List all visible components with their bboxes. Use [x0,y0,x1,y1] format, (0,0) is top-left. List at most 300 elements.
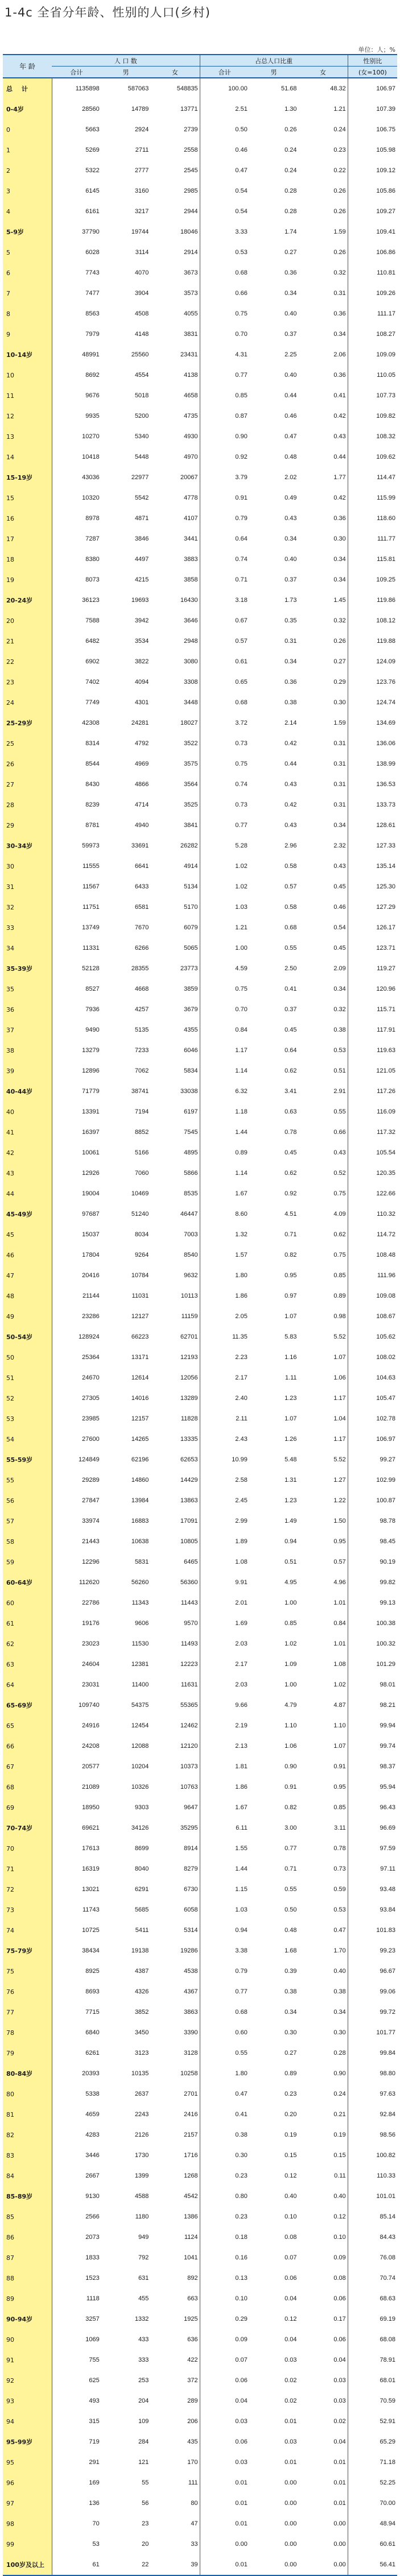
cell-share-male: 0.40 [284,310,297,317]
cell-share-male: 1.73 [284,597,297,604]
cell-pop-male: 4866 [134,781,149,788]
cell-age: 8 [3,304,52,324]
cell-share-male: 51.68 [281,85,297,92]
cell-pop-male: 121 [138,2459,149,2466]
cell-pop-male: 4714 [134,801,149,808]
cell-share-male: 0.43 [284,515,297,522]
cell-sex-ratio: 114.47 [348,467,397,488]
cell-share-male: 0.34 [284,658,297,665]
cell-pop-female: 3673 [184,269,198,276]
cell-pop-total: 52128 [82,965,100,972]
cell-pop-female: 10258 [180,2070,198,2077]
cell-share-female: 0.52 [333,1170,346,1177]
cell-share-total: 0.75 [200,979,249,999]
cell-age: 22 [3,651,52,672]
cell-pop-total: 8314 [85,740,100,747]
cell-pop-total: 4659 [85,2111,100,2118]
cell-sex-ratio: 52.91 [348,2411,397,2432]
cell-share-total: 1.86 [200,1286,249,1306]
cell-share-male: 0.00 [249,2554,299,2575]
cell-pop-female: 3080 [184,658,198,665]
cell-pop-total: 7743 [85,269,100,276]
cell-age: 63 [3,1654,52,1675]
table-row [3,1593,397,1613]
cell-pop-total: 8544 [85,761,100,767]
cell-pop-male: 22977 [131,474,149,481]
cell-pop-female: 1386 [184,2213,198,2220]
cell-pop-total: 24916 [82,1722,100,1729]
cell-share-total: 0.85 [200,385,249,406]
cell-pop-total: 109740 [79,1702,100,1709]
cell-age: 92 [3,2370,52,2391]
cell-pop-female: 5170 [184,904,198,911]
cell-share-male: 1.07 [284,1415,297,1422]
cell-pop-total: 13749 [82,924,100,931]
cell-share-female: 1.10 [333,1722,346,1729]
cell-share-female: 0.54 [333,924,346,931]
table-row [3,651,397,672]
cell-share-male: 0.00 [284,2520,297,2527]
cell-age: 46 [3,1245,52,1265]
cell-share-female: 0.24 [333,126,346,133]
cell-pop-total: 625 [89,2377,100,2384]
cell-pop-total: 128924 [79,1333,100,1340]
cell-sex-ratio: 109.08 [348,1286,397,1306]
cell-pop-male: 7670 [134,924,149,931]
cell-sex-ratio: 107.73 [348,385,397,406]
cell-sex-ratio: 65.29 [348,2432,397,2452]
cell-pop-female: 19286 [180,1947,198,1954]
cell-pop-male: 3904 [134,290,149,297]
cell-pop-male: 1730 [134,2152,149,2159]
cell-pop-total: 12926 [82,1170,100,1177]
cell-pop-female: 13771 [180,106,198,113]
table-row [3,2247,397,2268]
cell-share-total: 0.38 [200,2125,249,2145]
cell-sex-ratio: 128.61 [348,815,397,836]
cell-sex-ratio: 119.88 [348,631,397,651]
cell-share-female: 1.01 [333,1599,346,1606]
cell-pop-male: 3160 [134,188,149,194]
cell-share-total: 1.86 [200,1777,249,1797]
table-row [3,958,397,979]
cell-pop-male: 10204 [131,1763,149,1770]
cell-pop-total: 11567 [82,883,100,890]
cell-share-total: 2.51 [200,99,249,119]
cell-share-female: 0.46 [333,904,346,911]
cell-age: 10-14岁 [3,344,52,365]
cell-share-total: 2.17 [200,1368,249,1388]
header-row-groups [3,55,397,67]
table-row [3,774,397,795]
table-row [3,2166,397,2186]
cell-pop-female: 18046 [180,228,198,235]
table-row [3,1756,397,1777]
cell-share-female: 0.53 [333,1047,346,1054]
cell-pop-total: 5338 [85,2091,100,2097]
cell-pop-male: 4940 [134,822,149,829]
cell-pop-total: 493 [89,2398,100,2404]
cell-share-total: 2.01 [200,1593,249,1613]
cell-share-female: 0.66 [333,1129,346,1136]
cell-pop-total: 7477 [85,290,100,297]
cell-pop-total: 21089 [82,1784,100,1790]
cell-pop-female: 11828 [180,1415,198,1422]
cell-sex-ratio: 98.78 [348,1511,397,1531]
cell-share-total: 6.32 [200,1081,249,1102]
cell-age: 95-99岁 [3,2432,52,2452]
cell-pop-female: 62701 [180,1333,198,1340]
cell-share-male: 0.89 [284,2070,297,2077]
cell-age: 95 [3,2452,52,2473]
table-row [3,78,397,99]
cell-pop-male: 455 [138,2295,149,2302]
cell-sex-ratio: 99.94 [348,1715,397,1736]
cell-share-total: 2.11 [200,1409,249,1429]
cell-pop-total: 20393 [82,2070,100,2077]
cell-pop-female: 4367 [184,1988,198,1995]
cell-sex-ratio: 115.81 [348,549,397,570]
cell-pop-male: 8852 [134,1129,149,1136]
table-row [3,447,397,467]
cell-share-female: 1.08 [333,1661,346,1668]
cell-pop-female: 422 [187,2357,198,2363]
cell-share-male: 0.27 [284,249,297,256]
cell-pop-male: 24281 [131,720,149,726]
cell-pop-total: 4283 [85,2132,100,2138]
cell-share-total: 0.50 [200,119,249,140]
cell-age: 80 [3,2084,52,2104]
cell-pop-total: 27600 [82,1436,100,1443]
cell-pop-female: 10113 [180,1293,198,1299]
cell-pop-male: 284 [138,2438,149,2445]
table-row [3,508,397,529]
cell-pop-male: 5411 [135,1927,149,1934]
cell-pop-male: 51240 [131,1211,149,1218]
cell-share-female: 0.31 [333,740,346,747]
cell-pop-male: 7062 [134,1067,149,1074]
cell-sex-ratio: 121.05 [348,1061,397,1081]
cell-pop-male: 3846 [134,535,149,542]
table-row [3,1634,397,1654]
cell-pop-total: 1069 [85,2336,100,2343]
cell-pop-total: 22786 [82,1599,100,1606]
cell-share-total: 1.14 [200,1061,249,1081]
table-row [3,1777,397,1797]
header-share-male: 男 [249,67,299,78]
cell-share-female: 1.07 [333,1354,346,1361]
cell-share-male: 0.58 [284,904,297,911]
cell-share-male: 0.04 [284,2336,297,2343]
cell-share-male: 2.14 [284,720,297,726]
cell-age: 85 [3,2207,52,2227]
cell-share-female: 0.43 [333,1149,346,1156]
header-row-columns [3,67,397,78]
cell-share-total: 0.94 [200,1920,249,1941]
cell-share-female: 2.32 [333,842,346,849]
cell-sex-ratio: 136.53 [348,774,397,795]
header-pop-male: 男 [101,67,151,78]
table-row [3,344,397,365]
cell-share-total: 0.06 [200,2370,249,2391]
cell-pop-total: 17613 [82,1845,100,1852]
table-row [3,1920,397,1941]
cell-sex-ratio: 111.96 [348,1265,397,1286]
cell-share-total: 1.67 [200,1183,249,1204]
cell-sex-ratio: 107.39 [348,99,397,119]
cell-pop-male: 4257 [134,1006,149,1013]
cell-share-male: 0.36 [284,679,297,685]
cell-share-female: 0.34 [333,556,346,563]
table-row [3,2452,397,2473]
cell-share-female: 0.45 [333,945,346,952]
cell-sex-ratio: 56.41 [348,2554,397,2575]
cell-sex-ratio: 138.99 [348,754,397,774]
cell-share-total: 8.60 [200,1204,249,1224]
cell-share-total: 0.07 [200,2350,249,2370]
cell-share-female: 0.01 [333,2500,346,2507]
cell-share-male: 0.07 [284,2254,297,2261]
cell-share-male: 0.37 [284,1006,297,1013]
cell-share-male: 0.42 [284,801,297,808]
cell-share-male: 1.10 [284,1722,297,1729]
cell-share-male: 1.16 [284,1354,297,1361]
cell-share-female: 0.90 [333,2070,346,2077]
cell-sex-ratio: 117.32 [348,1122,397,1142]
cell-sex-ratio: 68.08 [348,2329,397,2350]
cell-age: 15-19岁 [3,467,52,488]
table-row [3,1879,397,1900]
cell-pop-female: 47 [191,2520,198,2527]
cell-pop-male: 55 [142,2479,149,2486]
cell-age: 35 [3,979,52,999]
cell-pop-total: 7588 [85,617,100,624]
table-row [3,1941,397,1961]
cell-age: 78 [3,2022,52,2043]
cell-share-male: 0.92 [284,1190,297,1197]
cell-pop-male: 4326 [134,1988,149,1995]
cell-pop-male: 2243 [134,2111,149,2118]
cell-age: 88 [3,2268,52,2288]
cell-pop-female: 4930 [184,433,198,440]
cell-pop-male: 3942 [134,617,149,624]
cell-share-female: 1.07 [333,1743,346,1750]
cell-share-total: 0.01 [200,2554,249,2575]
cell-age: 0 [3,119,52,140]
cell-pop-male: 25560 [131,351,149,358]
cell-share-male: 0.12 [284,2172,297,2179]
table-row [3,99,397,119]
cell-share-total: 1.57 [200,1245,249,1265]
cell-sex-ratio: 120.35 [348,1163,397,1183]
cell-age: 65-69岁 [3,1695,52,1715]
cell-pop-total: 3257 [85,2316,100,2322]
cell-pop-male: 66223 [131,1333,149,1340]
cell-age: 57 [3,1511,52,1531]
cell-age: 47 [3,1265,52,1286]
cell-age: 53 [3,1409,52,1429]
table-row [3,2473,397,2493]
cell-sex-ratio: 99.13 [348,1593,397,1613]
cell-pop-male: 4497 [134,556,149,563]
cell-share-male: 0.39 [284,1968,297,1975]
cell-share-total: 0.46 [200,140,249,160]
cell-share-male: 0.28 [284,208,297,215]
cell-age: 10 [3,365,52,385]
cell-pop-total: 8563 [85,310,100,317]
cell-share-male: 4.79 [284,1702,297,1709]
cell-age: 70 [3,1838,52,1859]
cell-pop-male: 5448 [134,454,149,460]
cell-pop-female: 18027 [180,720,198,726]
cell-age: 52 [3,1388,52,1409]
cell-share-female: 0.00 [299,2554,348,2575]
cell-sex-ratio: 105.54 [348,1142,397,1163]
cell-pop-total: 23031 [82,1681,100,1688]
cell-pop-total: 5663 [85,126,100,133]
table-row [3,1306,397,1327]
table-row [3,1490,397,1511]
cell-pop-female: 4914 [184,863,198,870]
cell-pop-female: 7003 [184,1231,198,1238]
cell-pop-total: 9935 [85,413,100,419]
cell-sex-ratio: 96.43 [348,1797,397,1818]
cell-sex-ratio: 69.19 [348,2309,397,2329]
cell-share-total: 0.47 [200,2084,249,2104]
cell-share-male: 0.94 [284,1538,297,1545]
header-sex-ratio-sub: (女=100) [348,67,397,78]
cell-age: 42 [3,1142,52,1163]
cell-pop-male: 4508 [134,310,149,317]
cell-sex-ratio: 85.14 [348,2207,397,2227]
cell-share-male: 0.38 [284,699,297,706]
cell-share-total: 1.03 [200,897,249,917]
cell-share-female: 0.43 [333,863,346,870]
cell-pop-female: 2558 [184,147,198,153]
cell-share-female: 0.06 [333,2295,346,2302]
cell-pop-male: 204 [138,2398,149,2404]
cell-share-male: 0.08 [284,2234,297,2241]
cell-pop-female: 8540 [184,1252,198,1258]
cell-share-female: 1.59 [333,720,346,726]
cell-age: 12 [3,406,52,426]
cell-pop-male: 1180 [135,2213,149,2220]
cell-pop-female: 3863 [184,2009,198,2016]
cell-sex-ratio: 110.81 [348,263,397,283]
cell-pop-total: 3446 [85,2152,100,2159]
cell-pop-female: 2701 [184,2091,198,2097]
cell-share-total: 1.81 [200,1756,249,1777]
cell-pop-female: 663 [187,2295,198,2302]
cell-pop-female: 111 [188,2479,198,2486]
cell-sex-ratio: 99.84 [348,2043,397,2063]
cell-pop-total: 315 [89,2418,100,2425]
cell-share-male: 2.50 [284,965,297,972]
cell-sex-ratio: 108.02 [348,1347,397,1368]
cell-pop-male: 4871 [134,515,149,522]
cell-share-female: 0.03 [333,2398,346,2404]
cell-share-male: 4.95 [284,1579,297,1586]
cell-share-male: 0.55 [284,945,297,952]
cell-sex-ratio: 76.08 [348,2247,397,2268]
cell-share-total: 4.31 [200,344,249,365]
cell-pop-total: 10418 [82,454,100,460]
cell-sex-ratio: 125.30 [348,876,397,897]
cell-pop-female: 2948 [184,638,198,645]
cell-share-female: 0.31 [333,290,346,297]
cell-pop-female: 12223 [180,1661,198,1668]
cell-share-total: 0.09 [200,2329,249,2350]
cell-share-total: 1.14 [200,1163,249,1183]
cell-pop-total: 6482 [85,638,100,645]
cell-pop-female: 3679 [184,1006,198,1013]
cell-pop-female: 4055 [184,310,198,317]
cell-pop-total: 8527 [85,986,100,992]
table-row [3,365,397,385]
cell-pop-female: 3573 [184,290,198,297]
cell-share-total: 9.91 [200,1572,249,1593]
table-row [3,1449,397,1470]
cell-pop-female: 3841 [184,822,198,829]
cell-share-total: 0.61 [200,651,249,672]
cell-share-male: 0.51 [284,1559,297,1565]
table-row [3,917,397,938]
cell-pop-male: 949 [138,2234,149,2241]
cell-share-total: 0.54 [200,181,249,201]
cell-share-total: 0.01 [200,2473,249,2493]
cell-share-total: 1.02 [200,856,249,876]
cell-pop-female: 46447 [180,1211,198,1218]
cell-share-female: 1.01 [333,1640,346,1647]
cell-share-total: 0.67 [200,610,249,631]
cell-share-female: 0.75 [333,1190,346,1197]
cell-share-female: 0.75 [333,1252,346,1258]
cell-share-male: 0.47 [284,433,297,440]
cell-share-female: 48.32 [330,85,346,92]
cell-age: 60-64岁 [3,1572,52,1593]
cell-sex-ratio: 115.99 [348,488,397,508]
cell-sex-ratio: 119.63 [348,1040,397,1061]
cell-age: 43 [3,1163,52,1183]
cell-share-total: 0.68 [200,2002,249,2022]
cell-share-total: 0.18 [200,2227,249,2247]
cell-pop-female: 4355 [184,1027,198,1033]
cell-pop-male: 14860 [131,1477,149,1484]
table-row [3,795,397,815]
cell-share-female: 0.36 [333,310,346,317]
cell-share-total: 1.67 [200,1797,249,1818]
cell-pop-male: 8034 [134,1231,149,1238]
cell-sex-ratio: 111.77 [348,529,397,549]
cell-age: 73 [3,1900,52,1920]
cell-sex-ratio: 109.27 [348,201,397,222]
cell-share-female: 0.00 [333,2520,346,2527]
cell-share-total: 2.40 [200,1388,249,1409]
cell-pop-male: 12088 [131,1743,149,1750]
cell-share-total: 2.19 [200,1715,249,1736]
cell-share-male: 1.07 [284,1313,297,1320]
table-row [3,119,397,140]
cell-pop-male: 13984 [131,1497,149,1504]
cell-pop-male: 5018 [134,392,149,399]
cell-sex-ratio: 134.69 [348,713,397,733]
table-row [3,1061,397,1081]
cell-pop-total: 9130 [85,2193,100,2200]
cell-share-male: 0.45 [284,1027,297,1033]
cell-pop-female: 56360 [180,1579,198,1586]
cell-pop-female: 548835 [176,85,198,92]
cell-pop-male: 792 [138,2254,149,2261]
